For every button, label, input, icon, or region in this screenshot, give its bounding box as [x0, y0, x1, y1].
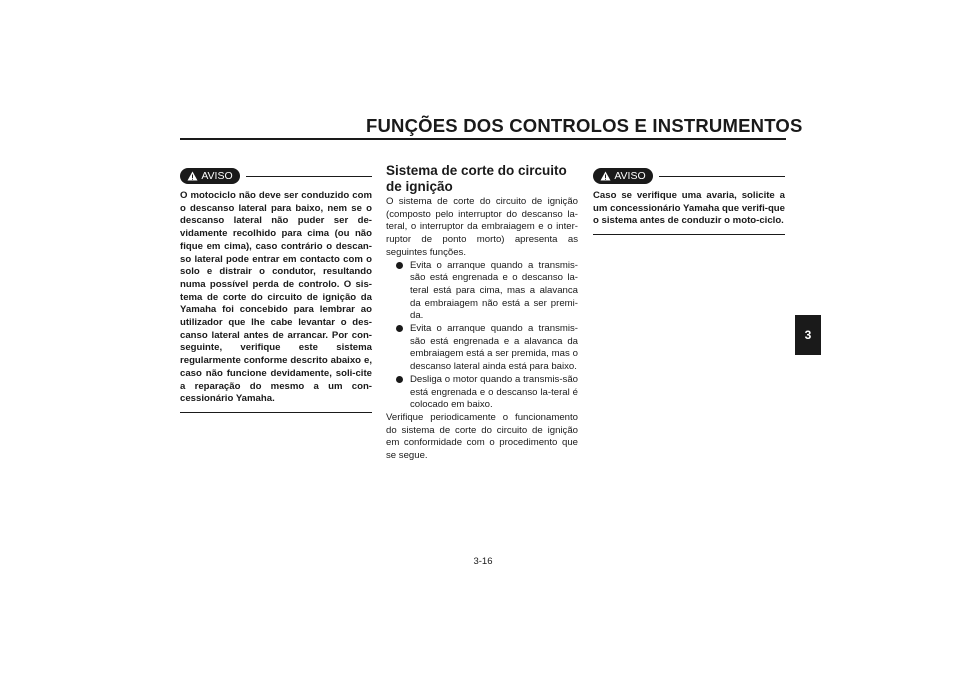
warning-triangle-icon [600, 171, 611, 181]
function-list [386, 260, 578, 412]
warning-header [180, 168, 372, 186]
warning-bottom-rule [593, 234, 785, 235]
bullet-dot-icon [396, 376, 403, 383]
list-item [386, 260, 578, 324]
section-ignition-cutoff [386, 163, 578, 463]
section-title: Sistema de corte do circuito de ignição [386, 163, 567, 194]
warning-block-right [593, 168, 785, 235]
warning-label: AVISO [614, 170, 646, 182]
list-item-text: Evita o arranque quando a transmis-são está engrenada e o descanso la-teral está para cima, mas a alavanca da embraiagem não está a ser premi-da. [410, 259, 578, 322]
warning-text: Caso se verifique uma avaria, solicite a um concessionário Yamaha que verifi-que o sistema antes de conduzir o moto-ciclo. [593, 190, 785, 227]
warning-header-rule [659, 176, 785, 177]
warning-header-rule [246, 176, 372, 177]
list-item [386, 374, 578, 412]
warning-label: AVISO [201, 170, 233, 182]
chapter-tab: 3 [795, 315, 821, 355]
bullet-dot-icon [396, 325, 403, 332]
list-item-text: Evita o arranque quando a transmis-são está engrenada e a alavanca da embraiagem está a ser premida, mas o descanso lateral ainda está para baixo. [410, 323, 578, 373]
warning-text: O motociclo não deve ser conduzido com o descanso lateral para baixo, nem se o descanso lateral não puder ser de-vidamente recolhido para cima (ou não fique em cima), caso contrário o descan-so lateral pode entrar em contacto com o solo e distrair o condutor, resultando numa possível perda de controlo. O sis-tema de corte do circuito de ignição da Yamaha foi concebido para lembrar ao utilizador que lhe cabe levantar o des-canso lateral antes de arrancar. Por con-seguinte, verifique este sistema regularmente conforme descrito abaixo e, caso não funcione devidamente, soli-cite a reparação do mesmo a um con-cessionário Yamaha. [180, 190, 372, 405]
page-number: 3-16 [473, 556, 493, 567]
warning-bottom-rule [180, 412, 372, 413]
warning-triangle-icon [187, 171, 198, 181]
warning-header [593, 168, 785, 186]
page-header-title: FUNÇÕES DOS CONTROLOS E INSTRUMENTOS [366, 115, 803, 136]
warning-badge [180, 168, 240, 184]
warning-block-left [180, 168, 372, 413]
bullet-dot-icon [396, 262, 403, 269]
header-rule [180, 138, 786, 140]
section-outro: Verifique periodicamente o funcionamento do sistema de corte do circuito de ignição em conformidade com o procedimento que se segue. [386, 411, 578, 462]
section-intro: O sistema de corte do circuito de ignição (composto pelo interruptor do descanso la-teral, o interruptor da embraiagem e o inter-ruptor de ponto morto) apresenta as seguintes funções. [386, 196, 578, 258]
warning-badge [593, 168, 653, 184]
list-item-text: Desliga o motor quando a transmis-são está engrenada e o descanso la-teral é colocado em baixo. [410, 373, 578, 411]
list-item [386, 323, 578, 374]
